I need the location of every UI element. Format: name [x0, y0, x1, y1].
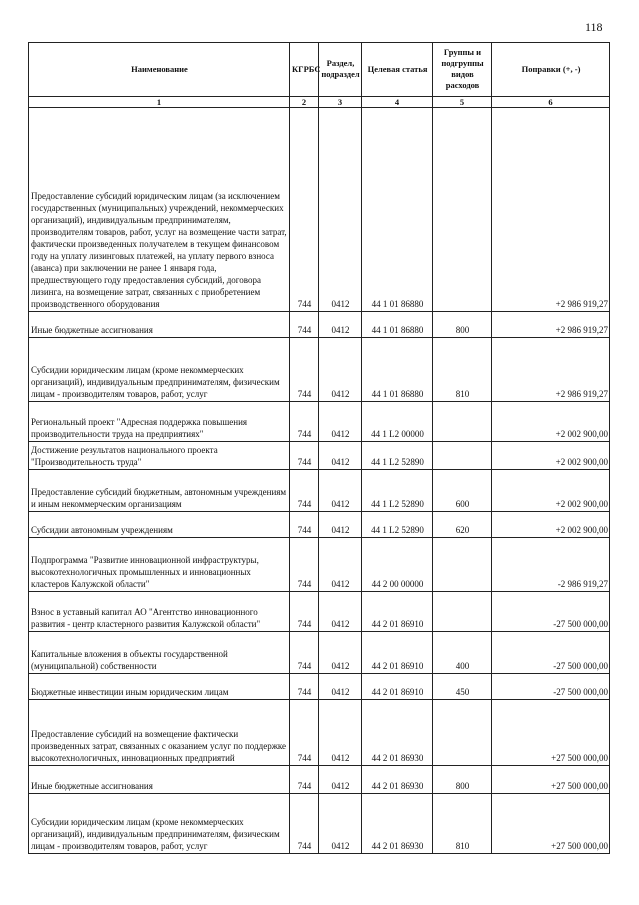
row-name: Предоставление субсидий юридическим лицам (за исключением государственных (муниципальных) учреждений, некоммерческих организаций), индивидуальным предпринимателям, производителям товаров, работ, услуг на возмещение части затрат, фактически произведенных получателем в текущем финансовом году на уплату лизинговых платежей, на уплату первого взноса (аванса) при заключении не ранее 1 января года, предшествующего году предоставления субсидий, договора лизинга, на возмещение затрат, связанных с приобретением производственного оборудования [29, 108, 290, 312]
row-amount: +27 500 000,00 [492, 794, 610, 854]
row-target: 44 1 01 86880 [362, 108, 433, 312]
header-name: Наименование [29, 43, 290, 97]
table-row [29, 402, 610, 442]
row-name: Субсидии юридическим лицам (кроме некоммерческих организаций), индивидуальным предпринимателям, физическим лицам - производителям товаров, работ, услуг [29, 338, 290, 402]
row-name: Взнос в уставный капитал АО "Агентство инновационного развития - центр кластерного развития Калужской области" [29, 592, 290, 632]
row-kgrbs: 744 [290, 632, 319, 674]
row-target: 44 2 01 86910 [362, 632, 433, 674]
table-row [29, 794, 610, 854]
row-kgrbs: 744 [290, 512, 319, 538]
row-group [433, 108, 492, 312]
row-amount: +2 986 919,27 [492, 108, 610, 312]
row-amount: +2 002 900,00 [492, 470, 610, 512]
row-target: 44 1 L2 52890 [362, 512, 433, 538]
row-section: 0412 [319, 700, 362, 766]
row-kgrbs: 744 [290, 674, 319, 700]
row-target: 44 2 00 00000 [362, 538, 433, 592]
row-section: 0412 [319, 592, 362, 632]
row-amount: +2 986 919,27 [492, 312, 610, 338]
row-section: 0412 [319, 470, 362, 512]
budget-table [28, 42, 610, 854]
row-kgrbs: 744 [290, 538, 319, 592]
row-name: Предоставление субсидий бюджетным, автономным учреждениям и иным некоммерческим организациям [29, 470, 290, 512]
row-amount: +2 002 900,00 [492, 402, 610, 442]
table-row [29, 108, 610, 312]
row-target: 44 2 01 86910 [362, 674, 433, 700]
row-section: 0412 [319, 794, 362, 854]
row-kgrbs: 744 [290, 338, 319, 402]
table-row [29, 632, 610, 674]
row-section: 0412 [319, 538, 362, 592]
row-name: Бюджетные инвестиции иным юридическим лицам [29, 674, 290, 700]
row-name: Достижение результатов национального проекта "Производительность труда" [29, 442, 290, 470]
row-amount: +2 986 919,27 [492, 338, 610, 402]
row-group: 800 [433, 312, 492, 338]
row-target: 44 2 01 86930 [362, 700, 433, 766]
row-name: Предоставление субсидий на возмещение фактически произведенных затрат, связанных с оказанием услуг по поддержке высокотехнологичных, инновационных предприятий [29, 700, 290, 766]
header-kgrbs: КГРБС [290, 43, 319, 97]
row-target: 44 1 01 86880 [362, 338, 433, 402]
header-section: Раздел, подраздел [319, 43, 362, 97]
column-number: 1 [29, 97, 290, 108]
row-group [433, 442, 492, 470]
row-name: Иные бюджетные ассигнования [29, 312, 290, 338]
column-number: 5 [433, 97, 492, 108]
row-amount: -27 500 000,00 [492, 592, 610, 632]
table-row [29, 470, 610, 512]
column-number: 4 [362, 97, 433, 108]
column-number-row [29, 97, 610, 108]
row-kgrbs: 744 [290, 108, 319, 312]
row-name: Субсидии автономным учреждениям [29, 512, 290, 538]
row-kgrbs: 744 [290, 700, 319, 766]
row-group: 810 [433, 794, 492, 854]
row-section: 0412 [319, 312, 362, 338]
row-kgrbs: 744 [290, 470, 319, 512]
row-amount: -27 500 000,00 [492, 632, 610, 674]
row-group [433, 538, 492, 592]
table-row [29, 674, 610, 700]
row-kgrbs: 744 [290, 794, 319, 854]
row-target: 44 2 01 86930 [362, 766, 433, 794]
row-group [433, 592, 492, 632]
row-target: 44 1 L2 52890 [362, 442, 433, 470]
row-amount: -27 500 000,00 [492, 674, 610, 700]
row-target: 44 2 01 86930 [362, 794, 433, 854]
row-section: 0412 [319, 442, 362, 470]
row-name: Капитальные вложения в объекты государственной (муниципальной) собственности [29, 632, 290, 674]
row-name: Иные бюджетные ассигнования [29, 766, 290, 794]
header-amount: Поправки (+, -) [492, 43, 610, 97]
header-target: Целевая статья [362, 43, 433, 97]
page-number: 118 [585, 20, 603, 34]
table-row [29, 538, 610, 592]
row-section: 0412 [319, 766, 362, 794]
table-row [29, 592, 610, 632]
table-row [29, 442, 610, 470]
row-kgrbs: 744 [290, 592, 319, 632]
table-row [29, 512, 610, 538]
header-group: Группы и подгруппы видов расходов [433, 43, 492, 97]
table-row [29, 766, 610, 794]
table-row [29, 338, 610, 402]
row-name: Подпрограмма "Развитие инновационной инфраструктуры, высокотехнологичных промышленных и инновационных кластеров Калужской области" [29, 538, 290, 592]
row-section: 0412 [319, 108, 362, 312]
row-target: 44 1 L2 00000 [362, 402, 433, 442]
row-section: 0412 [319, 338, 362, 402]
row-amount: +2 002 900,00 [492, 442, 610, 470]
header-row [29, 43, 610, 97]
row-kgrbs: 744 [290, 402, 319, 442]
row-group: 600 [433, 470, 492, 512]
row-section: 0412 [319, 402, 362, 442]
row-group [433, 402, 492, 442]
row-target: 44 2 01 86910 [362, 592, 433, 632]
row-target: 44 1 01 86880 [362, 312, 433, 338]
row-amount: +27 500 000,00 [492, 700, 610, 766]
row-target: 44 1 L2 52890 [362, 470, 433, 512]
column-number: 6 [492, 97, 610, 108]
row-section: 0412 [319, 674, 362, 700]
row-group: 620 [433, 512, 492, 538]
row-group: 810 [433, 338, 492, 402]
row-group: 400 [433, 632, 492, 674]
row-kgrbs: 744 [290, 766, 319, 794]
row-kgrbs: 744 [290, 442, 319, 470]
row-group: 800 [433, 766, 492, 794]
row-name: Субсидии юридическим лицам (кроме некоммерческих организаций), индивидуальным предпринимателям, физическим лицам - производителям товаров, работ, услуг [29, 794, 290, 854]
row-section: 0412 [319, 512, 362, 538]
row-amount: +2 002 900,00 [492, 512, 610, 538]
table-row [29, 700, 610, 766]
row-name: Региональный проект "Адресная поддержка повышения производительности труда на предприятиях" [29, 402, 290, 442]
row-kgrbs: 744 [290, 312, 319, 338]
table-row [29, 312, 610, 338]
row-amount: -2 986 919,27 [492, 538, 610, 592]
row-section: 0412 [319, 632, 362, 674]
column-number: 3 [319, 97, 362, 108]
column-number: 2 [290, 97, 319, 108]
row-group [433, 700, 492, 766]
row-group: 450 [433, 674, 492, 700]
row-amount: +27 500 000,00 [492, 766, 610, 794]
